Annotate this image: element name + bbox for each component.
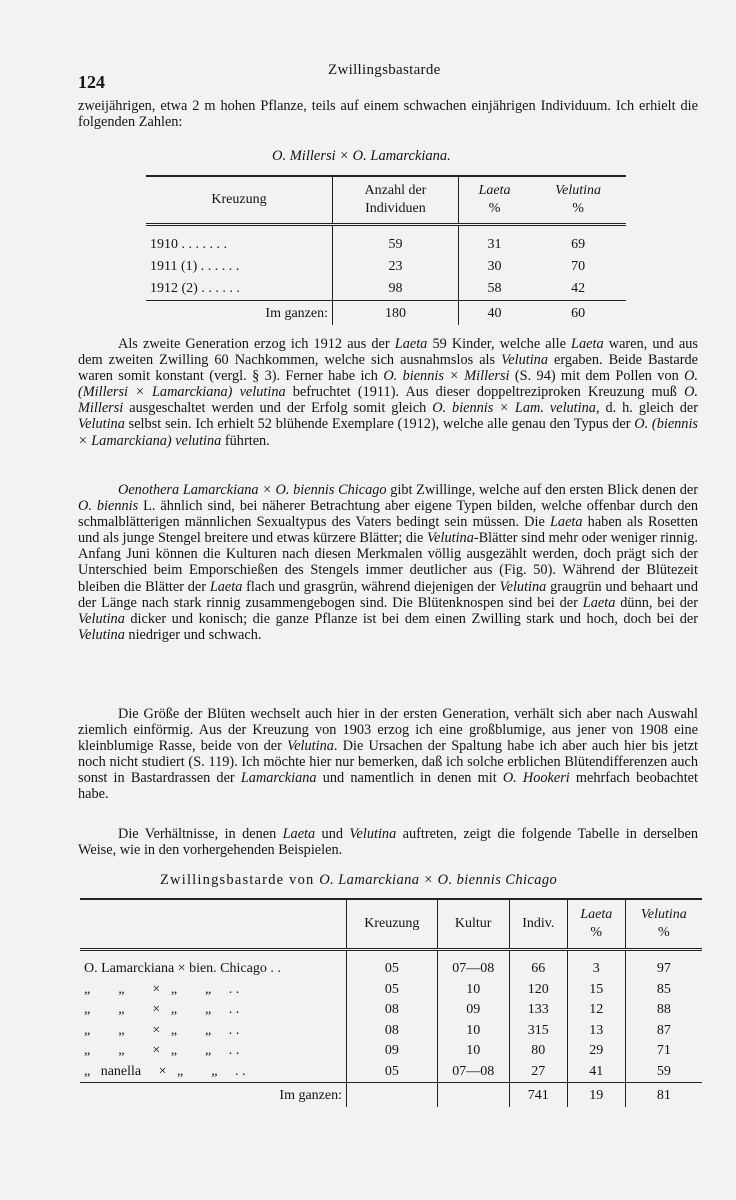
table2-cell-kreuzung: 05 (347, 980, 438, 1001)
table1-cell-laeta: 31 (458, 234, 530, 256)
table2-total-indiv: 741 (509, 1083, 567, 1107)
table2-cell-label: „ nanella × „ „ . . (84, 1063, 246, 1079)
table2-total-kultur (437, 1083, 509, 1107)
table2-header-kreuzung: Kreuzung (347, 899, 438, 950)
table-row (80, 980, 702, 1001)
table-row (80, 1062, 702, 1083)
table1-total-anzahl: 180 (333, 301, 459, 326)
table2-cell-laeta: 15 (567, 980, 625, 1001)
table2-cell-kreuzung: 08 (347, 1000, 438, 1021)
table2-cell-indiv: 80 (509, 1041, 567, 1062)
table1-cell-label: 1912 (2) . . . . . . (150, 281, 240, 296)
table2-cell-velutina: 87 (625, 1021, 702, 1042)
table2-cell-indiv: 315 (509, 1021, 567, 1042)
table2-cell-kultur: 07—08 (437, 959, 509, 980)
table1-cell-anzahl: 59 (333, 234, 459, 256)
table2-cell-label: „ „ × „ „ . . (84, 1043, 240, 1058)
table-row (80, 1041, 702, 1062)
table2-header-label (80, 899, 347, 950)
paragraph-intro-text: zweijährigen, etwa 2 m hohen Pflanze, teils auf einem schwachen einjährigen Individuum. Ich erhielt die folgenden Zahlen: (78, 98, 698, 131)
table1-caption: O. Millersi × O. Lamarckiana. (272, 148, 451, 164)
table1-header-anzahl-line2: Individuen (365, 201, 426, 216)
table-row (80, 1021, 702, 1042)
table2-cell-laeta: 13 (567, 1021, 625, 1042)
table1-total-row (146, 301, 626, 326)
table1-cell-velutina: 42 (571, 281, 586, 296)
table1-header-velutina-unit: % (572, 201, 584, 216)
table1-cell-anzahl: 98 (333, 278, 459, 301)
table2-cell-kreuzung: 09 (347, 1041, 438, 1062)
table2-cell-kultur: 10 (437, 1041, 509, 1062)
table2-cell-laeta: 41 (567, 1062, 625, 1083)
table2-cell-kreuzung: 08 (347, 1021, 438, 1042)
table-lamarckiana-biennis-chicago (80, 898, 702, 1107)
table2-total-row (80, 1083, 702, 1107)
table1-total-laeta: 40 (458, 301, 530, 326)
table2-cell-kultur: 07—08 (437, 1062, 509, 1083)
paragraph-second-generation: Als zweite Generation erzog ich 1912 aus der Laeta 59 Kinder, welche alle Laeta waren, und aus dem zweiten Zwilling 60 Nachkommen, welche sich ausnahmslos als Velutina ergaben. Beide Bastarde waren somit konstant (vergl. § 3). Ferner habe ich O. biennis × Millersi (S. 94) mit dem Pollen von O. (Millersi × Lamarckiana) velutina befruchtet (1911). Aus dieser doppeltreziproken Kreuzung muß O. Millersi ausgeschaltet werden und der Erfolg somit gleich O. biennis × Lam. velutina, d. h. gleich der Velutina selbst sein. Ich erhielt 52 blühende Exemplare (1912), welche alle genau den Typus der O. (biennis × Lamarckiana) velutina führten. (78, 336, 699, 449)
table2-cell-velutina: 85 (625, 980, 702, 1001)
table1-header-anzahl-line1: Anzahl der (364, 183, 427, 198)
table2-cell-kultur: 10 (437, 980, 509, 1001)
table2-cell-velutina: 97 (625, 959, 702, 980)
table1-cell-anzahl: 23 (333, 256, 459, 278)
table2-header-indiv: Indiv. (509, 899, 567, 950)
table2-cell-label: „ „ × „ „ . . (84, 1022, 240, 1038)
table2-header-row (80, 899, 702, 950)
table2-cell-indiv: 66 (509, 959, 567, 980)
table-row (80, 1000, 702, 1021)
table1-header-row (146, 176, 626, 225)
table2-cell-kreuzung: 05 (347, 959, 438, 980)
table2-cell-velutina: 59 (625, 1062, 702, 1083)
table1-cell-label: 1910 . . . . . . . (150, 237, 227, 252)
table2-header-laeta (567, 899, 625, 950)
table1-total-label: Im ganzen: (146, 301, 333, 326)
table-row (146, 234, 626, 256)
table1-cell-laeta: 58 (458, 278, 530, 301)
table2-caption-prefix: Zwillingsbastarde von (160, 872, 320, 888)
table1-header-kreuzung: Kreuzung (146, 176, 333, 225)
table2-cell-label: „ „ × „ „ . . (84, 1002, 240, 1017)
table2-total-laeta: 19 (567, 1083, 625, 1107)
table2-cell-label: O. Lamarckiana × bien. Chicago . . (84, 961, 281, 976)
table2-cell-laeta: 12 (567, 1000, 625, 1021)
paragraph-chicago-twins: Oenothera Lamarckiana × O. biennis Chicago gibt Zwillinge, welche auf den ersten Blick denen der O. biennis L. ähnlich sind, bei näherer Betrachtung aber eigene Typen bilden, welche offenbar durch den schmalblätterigen männlichen Sexualtypus des Vaters bedingt sein müssen. Die Laeta haben als Rosetten und als junge Stengel breitere und etwas kürzere Blätter; die Velutina-Blätter sind mehr oder weniger rinnig. Anfang Juni können die Kulturen nach diesen Merkmalen völlig ausgezählt werden, doch prägt sich der Unterschied beim Emporschießen des Stengels immer deutlicher aus (Fig. 50). Während der Blütezeit bleiben die Blätter der Laeta flach und grasgrün, während diejenigen der Velutina graugrün und behaart und der Länge nach stark rinnig zusammengebogen sind. Die Blütenknospen sind bei der Laeta dünn, bei der Velutina dicker und konisch; die ganze Pflanze ist bei dem einen Zwilling stark und hoch, doch bei der Velutina niedriger und schwach. (78, 482, 698, 643)
page-number: 124 (78, 72, 105, 92)
table-row (146, 256, 626, 278)
table2-total-kreuzung (347, 1083, 438, 1107)
table2-cell-laeta: 29 (567, 1041, 625, 1062)
paragraph-intro (78, 98, 698, 130)
table2-header-velutina (625, 899, 702, 950)
table1-header-anzahl (333, 176, 459, 225)
table1-header-velutina (530, 176, 626, 225)
table2-cell-indiv: 120 (509, 980, 567, 1001)
table1-header-laeta (458, 176, 530, 225)
table2-cell-velutina: 71 (625, 1041, 702, 1062)
table2-header-kultur: Kultur (437, 899, 509, 950)
paragraph-table-intro: Die Verhältnisse, in denen Laeta und Velutina auftreten, zeigt die folgende Tabelle in derselben Weise, wie in den vorhergehenden Beispielen. (78, 826, 698, 859)
table2-cell-indiv: 27 (509, 1062, 567, 1083)
table2-header-laeta-unit: % (590, 925, 603, 940)
table1-cell-label: 1911 (1) . . . . . . (150, 259, 240, 274)
table2-caption-cross: O. Lamarckiana × O. biennis Chicago (319, 872, 558, 888)
table2-cell-indiv: 133 (509, 1000, 567, 1021)
table2-total-velutina: 81 (625, 1083, 702, 1107)
table2-cell-laeta: 3 (567, 959, 625, 980)
table1-total-velutina: 60 (530, 301, 626, 326)
table2-caption (160, 872, 557, 889)
table1-header-velutina-label: Velutina (555, 183, 602, 198)
table2-cell-kultur: 10 (437, 1021, 509, 1042)
table1-cell-laeta: 30 (458, 256, 530, 278)
table-row (80, 959, 702, 980)
table2-header-laeta-label: Laeta (580, 907, 613, 922)
table-row (146, 278, 626, 301)
page-header (78, 58, 686, 92)
table1-header-laeta-unit: % (488, 201, 501, 216)
table2-header-velutina-label: Velutina (640, 907, 687, 922)
running-head: Zwillingsbastarde (328, 62, 441, 78)
table2-total-label: Im ganzen: (80, 1083, 347, 1107)
table2-header-velutina-unit: % (657, 925, 670, 940)
table1-cell-velutina: 70 (571, 259, 586, 274)
table1-cell-velutina: 69 (571, 237, 586, 252)
table-millersi-lamarckiana (146, 175, 626, 325)
table2-cell-kreuzung: 05 (347, 1062, 438, 1083)
table2-cell-kultur: 09 (437, 1000, 509, 1021)
paragraph-flower-size: Die Größe der Blüten wechselt auch hier in der ersten Generation, verhält sich aber nach Auswahl ziemlich einförmig. Aus der Kreuzung von 1903 erzog ich eine großblumige, aus jener von 1908 eine kleinblumige Rasse, beide von der Velutina. Die Ursachen der Spaltung habe ich aber auch hier bis jetzt noch nicht studiert (S. 119). Ich möchte hier nur bemerken, daß ich solche erblichen Blütendifferenzen auch sonst in Bastardrassen der Lamarckiana und namentlich in denen mit O. Hookeri mehrfach beobachtet habe. (78, 706, 699, 803)
table1-header-laeta-label: Laeta (478, 183, 511, 198)
table2-cell-label: „ „ × „ „ . . (84, 981, 240, 997)
table2-cell-velutina: 88 (625, 1000, 702, 1021)
